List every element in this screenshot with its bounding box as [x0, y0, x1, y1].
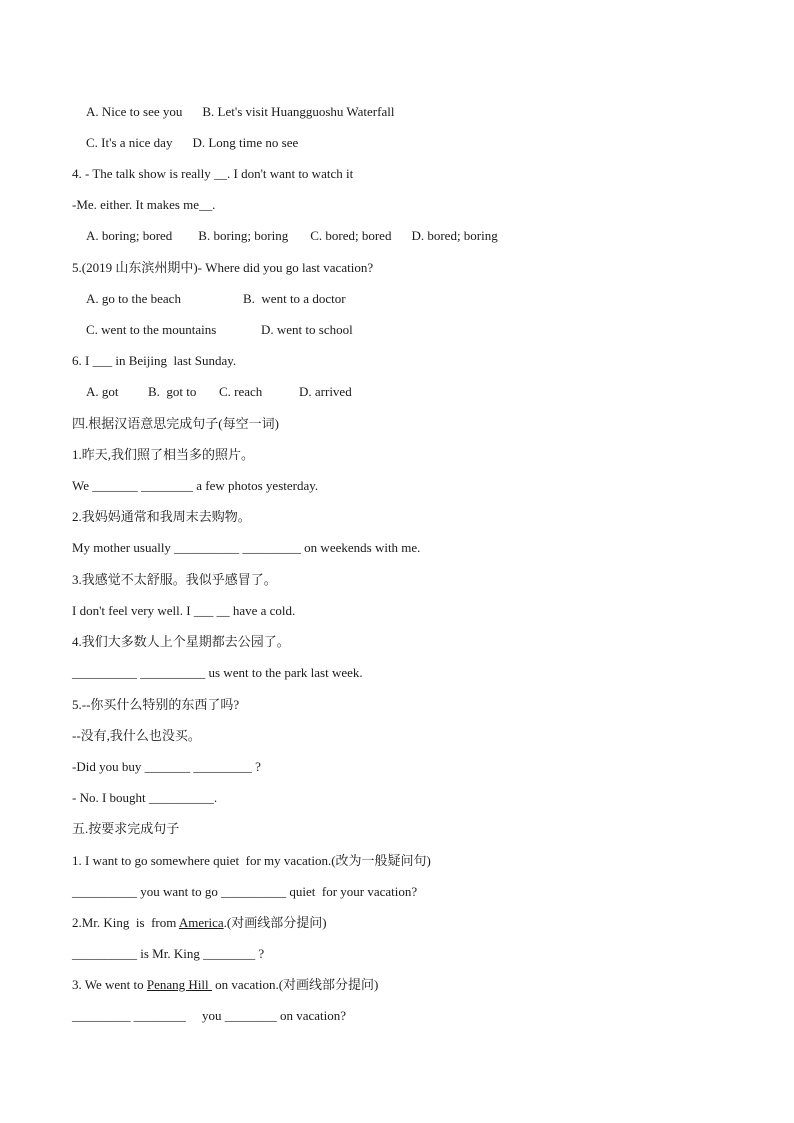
option-d: D. Long time no see — [192, 135, 299, 150]
s5-item3-answer: _________ ________ you ________ on vacation? — [72, 1008, 347, 1023]
s5-item2-prefix: 2.Mr. King is from — [72, 915, 179, 930]
s4-item5-chinese-q: 5.--你买什么特别的东西了吗? — [72, 697, 240, 712]
option-a: A. go to the beach — [86, 291, 181, 306]
s5-item2-answer: __________ is Mr. King ________ ? — [72, 946, 265, 961]
option-a: A. got — [86, 384, 119, 399]
option-c: C. reach — [219, 384, 263, 399]
option-b: B. Let's visit Huangguoshu Waterfall — [202, 104, 395, 119]
section5-heading: 五.按要求完成句子 — [72, 821, 180, 836]
s4-item1-chinese: 1.昨天,我们照了相当多的照片。 — [72, 447, 255, 462]
s5-item2-underlined: America — [178, 915, 224, 930]
option-a: A. Nice to see you — [86, 104, 183, 119]
option-c: C. went to the mountains — [86, 322, 217, 337]
s4-item4-chinese: 4.我们大多数人上个星期都去公园了。 — [72, 634, 290, 649]
s5-item3-suffix: on vacation.(对画线部分提问) — [211, 977, 379, 992]
q4-options — [86, 228, 498, 244]
s5-item2 — [72, 915, 327, 931]
s4-item5-english-q: -Did you buy _______ _________ ? — [72, 759, 261, 774]
s5-item1: 1. I want to go somewhere quiet for my vacation.(改为一般疑问句) — [72, 853, 431, 868]
q6-stem: 6. I ___ in Beijing last Sunday. — [72, 353, 237, 368]
s4-item3-chinese: 3.我感觉不太舒服。我似乎感冒了。 — [72, 572, 277, 587]
s4-item4-english: __________ __________ us went to the park last week. — [72, 665, 363, 680]
option-c: C. It's a nice day — [86, 135, 173, 150]
s5-item3-underlined: Penang Hill — [146, 977, 212, 992]
s4-item3-english: I don't feel very well. I ___ __ have a cold. — [72, 603, 296, 618]
q4-reply: -Me. either. It makes me__. — [72, 197, 216, 212]
s4-item2-chinese: 2.我妈妈通常和我周末去购物。 — [72, 509, 251, 524]
q5-options-row2 — [86, 322, 353, 338]
section4-heading: 四.根据汉语意思完成句子(每空一词) — [72, 416, 279, 431]
option-d: D. went to school — [261, 322, 353, 337]
s4-item2-english: My mother usually __________ _________ on weekends with me. — [72, 540, 421, 555]
s5-item3-prefix: 3. We went to — [72, 977, 147, 992]
q5-options-row1 — [86, 291, 346, 307]
q3-options-row2 — [86, 135, 298, 151]
s4-item5-chinese-a: --没有,我什么也没买。 — [72, 728, 201, 743]
q5-stem: 5.(2019 山东滨州期中)- Where did you go last vacation? — [72, 260, 374, 275]
option-c: C. bored; bored — [310, 228, 392, 243]
option-b: B. boring; boring — [198, 228, 289, 243]
option-a: A. boring; bored — [86, 228, 173, 243]
s4-item1-english: We _______ ________ a few photos yesterday. — [72, 478, 319, 493]
s5-item3 — [72, 977, 378, 993]
option-b: B. got to — [148, 384, 197, 399]
q6-options — [86, 384, 352, 400]
option-d: D. arrived — [299, 384, 352, 399]
option-d: D. bored; boring — [411, 228, 498, 243]
q4-stem: 4. - The talk show is really __. I don't want to watch it — [72, 166, 354, 181]
q3-options-row1 — [86, 104, 394, 120]
option-b: B. went to a doctor — [243, 291, 346, 306]
s4-item5-english-a: - No. I bought __________. — [72, 790, 218, 805]
s5-item2-suffix: .(对画线部分提问) — [223, 915, 327, 930]
s5-item1-answer: __________ you want to go __________ quiet for your vacation? — [72, 884, 418, 899]
